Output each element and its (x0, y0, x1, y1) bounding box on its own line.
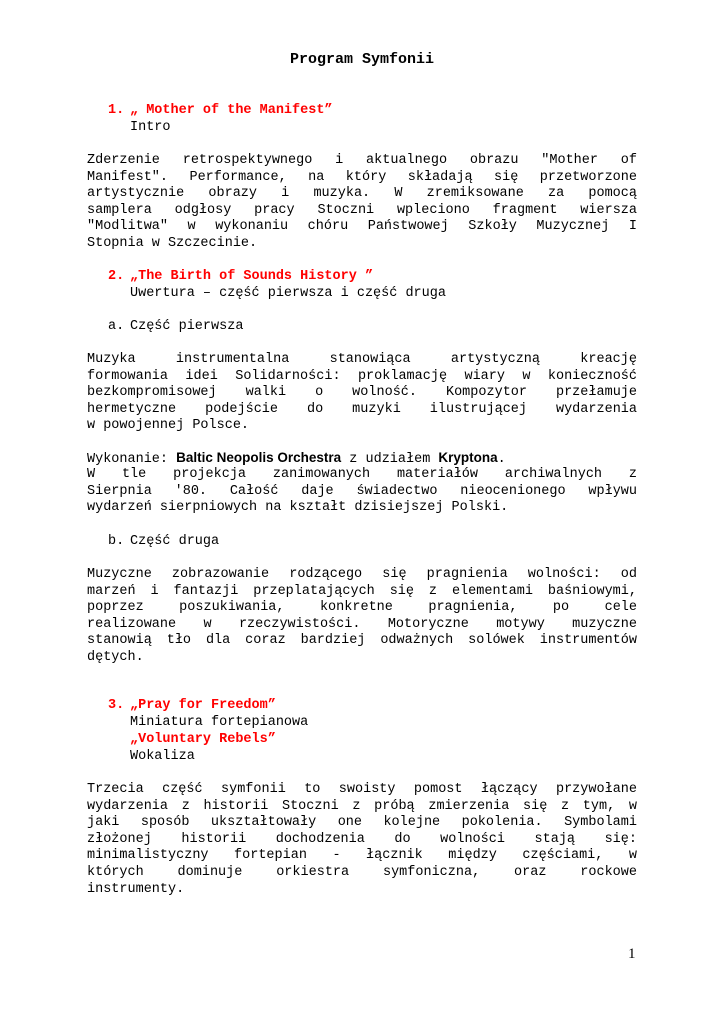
performers-mid: z udziałem (341, 452, 439, 467)
section-3-subtitle-2: Wokaliza (130, 749, 195, 764)
paragraph-line: "Modlitwa" w wykonaniu chóru Państwowej Szkoły Muzycznej I (87, 219, 637, 235)
section-2-heading (108, 269, 373, 286)
section-2b-text: Część druga (130, 534, 220, 549)
paragraph-line: marzeń i fantazji przeplatających się z elementami baśniowymi, (87, 583, 637, 599)
section-2a-projection (87, 467, 637, 517)
performers-orchestra: Baltic Neopolis Orchestra (176, 450, 342, 465)
performers-prefix: Wykonanie: (87, 452, 177, 467)
paragraph-line: poprzez poszukiwania, konkretne pragnienia, po cele (87, 600, 637, 616)
paragraph-line: artystycznie obrazy i muzyka. W zremiksowane za pomocą (87, 186, 637, 202)
paragraph-line: formowania idei Solidarności: proklamację wiary w konieczność (87, 368, 637, 384)
section-2a-text: Część pierwsza (130, 319, 244, 334)
paragraph-line: złożonej historii dochodzenia do wolności stają się: (87, 831, 637, 847)
section-2b-letter: b. (108, 534, 125, 549)
paragraph-line: bezkompromisowej walki o wolność. Kompozytor przełamuje (87, 385, 637, 401)
paragraph-line: samplera odgłosy pracy Stoczni wpleciono fragment wiersza (87, 202, 637, 218)
section-3-subtitle: Miniatura fortepianowa (130, 715, 309, 730)
paragraph-line: wydarzenia z historii Stoczni z próbą zmierzenia się z tym, w (87, 798, 637, 814)
section-1-paragraph (87, 153, 637, 253)
section-1-heading (108, 103, 333, 120)
paragraph-line: Sierpnia '80. Całość daje świadectwo nieocenionego wpływu (87, 483, 637, 499)
paragraph-line: Muzyczne zobrazowanie rodzącego się pragnienia wolności: od (87, 567, 637, 582)
paragraph-line: realizowane w rzeczywistości. Motoryczne motywy muzyczne (87, 616, 637, 632)
paragraph-line: W tle projekcja zanimowanych materiałów archiwalnych z (87, 467, 637, 482)
section-2-subtitle: Uwertura – część pierwsza i część druga (130, 286, 446, 301)
section-1-number: 1. (108, 103, 125, 118)
section-2a-paragraph (87, 352, 637, 435)
paragraph-line: dętych. (87, 649, 144, 665)
section-1-title: „ Mother of the Manifest” (130, 103, 333, 118)
paragraph-line: stanowią tło dla coraz bardziej odważnych solówek instrumentów (87, 633, 637, 649)
paragraph-line: Manifest". Performance, na który składają się przetworzone (87, 169, 637, 185)
section-2a-letter: a. (108, 319, 125, 334)
section-1-subtitle: Intro (130, 120, 171, 135)
paragraph-line: jaki sposób ukształtowały one kolejne pokolenia. Symbolami (87, 815, 637, 831)
paragraph-line: minimalistyczny fortepian - łącznik między częściami, w (87, 848, 637, 864)
performers-line (87, 450, 506, 469)
paragraph-line: wydarzeń sierpniowych na kształt dzisiejszej Polski. (87, 500, 509, 516)
paragraph-line: hermetyczne podejście do muzyki ilustrującej wydarzenia (87, 401, 637, 417)
paragraph-line: Muzyka instrumentalna stanowiąca artystyczną kreację (87, 352, 637, 367)
section-3-paragraph (87, 782, 637, 898)
section-3-title: „Pray for Freedom” (130, 698, 276, 713)
section-2-title: „The Birth of Sounds History ” (130, 269, 374, 284)
page-title: Program Symfonii (289, 51, 435, 68)
paragraph-line: Stopnia w Szczecinie. (87, 235, 258, 251)
performers-suffix: . (497, 452, 506, 467)
page-number: 1 (628, 946, 636, 962)
paragraph-line: Trzecia część symfonii to swoisty pomost łączący przywołane (87, 782, 637, 797)
section-2-number: 2. (108, 269, 125, 284)
section-3-title-2: „Voluntary Rebels” (130, 732, 276, 747)
paragraph-line: których dominuje orkiestra symfoniczna, oraz rockowe (87, 864, 637, 880)
paragraph-line: w powojennej Polsce. (87, 418, 250, 434)
section-3-heading (108, 698, 276, 715)
performers-guest: Kryptona (438, 450, 498, 465)
section-2b-label (108, 534, 219, 551)
paragraph-line: Zderzenie retrospektywnego i aktualnego obrazu "Mother of (87, 153, 637, 168)
section-2b-paragraph (87, 567, 637, 667)
paragraph-line: instrumenty. (87, 881, 185, 897)
section-2a-label (108, 319, 243, 336)
section-3-number: 3. (108, 698, 125, 713)
